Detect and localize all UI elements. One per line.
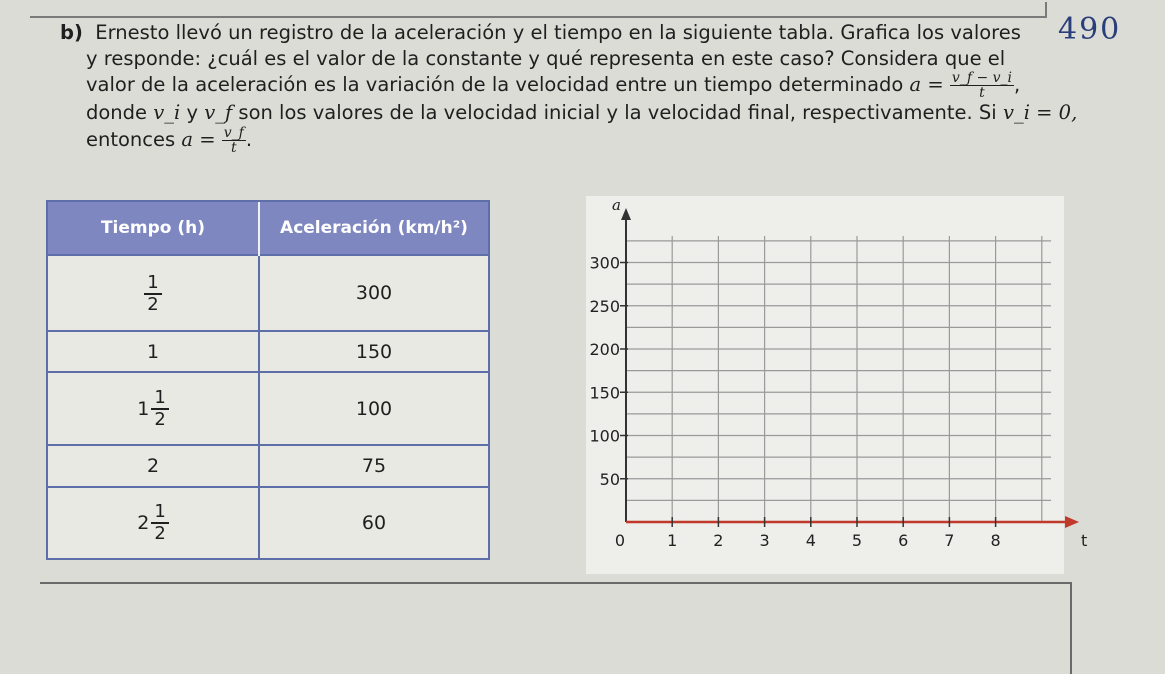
fraction-denominator: 2 xyxy=(147,294,159,316)
fraction-denominator: 2 xyxy=(154,408,166,430)
y-axis-label: a xyxy=(612,196,621,214)
fraction-numerator: 1 xyxy=(151,502,168,524)
line-4-start: donde xyxy=(86,101,148,124)
time-value xyxy=(137,388,169,430)
y-tick-label: 300 xyxy=(589,253,620,273)
table-row xyxy=(48,445,488,486)
x-tick-label: 1 xyxy=(667,531,678,550)
problem-line-2: y responde: ¿cuál es el valor de la constante y qué representa en este caso? Considera que el xyxy=(86,46,1006,70)
acceleration-cell: 150 xyxy=(259,331,488,372)
fraction-denominator: 2 xyxy=(154,522,166,544)
acceleration-cell: 300 xyxy=(259,255,488,331)
formula-2-fraction xyxy=(222,126,246,155)
table-row xyxy=(48,255,488,331)
formula-2-lhs: a = xyxy=(181,127,216,151)
time-cell xyxy=(48,255,259,331)
x-tick-label: 2 xyxy=(713,531,724,550)
x-tick-label: 0 xyxy=(614,531,626,550)
acceleration-time-graph xyxy=(586,196,1088,574)
line-4-end: son los valores de la velocidad inicial y la velocidad final, respectivamente. Si xyxy=(238,101,997,124)
y-tick-label: 50 xyxy=(599,469,620,489)
time-fraction xyxy=(151,502,168,544)
time-whole: 2 xyxy=(137,511,150,534)
handwritten-note: 490 xyxy=(1058,12,1122,47)
time-fraction xyxy=(144,273,161,315)
x-tick-label: 5 xyxy=(851,531,863,550)
time-value xyxy=(144,273,161,315)
fraction-numerator: 1 xyxy=(151,388,168,410)
conjunction-y: y xyxy=(186,101,199,124)
time-cell xyxy=(48,445,259,486)
formula-1-denominator: t xyxy=(979,85,985,101)
header-time: Tiempo (h) xyxy=(48,202,259,255)
top-border-line xyxy=(30,2,1047,18)
y-tick-label: 150 xyxy=(589,383,620,403)
time-value: 1 xyxy=(146,340,160,363)
x-axis-arrow xyxy=(1065,516,1079,528)
time-fraction xyxy=(151,388,168,430)
vi-equals-zero: v_i = 0, xyxy=(1002,101,1078,124)
acceleration-cell: 100 xyxy=(259,372,488,445)
y-tick-label: 100 xyxy=(589,426,620,446)
time-cell xyxy=(48,331,259,372)
problem-line-1: Ernesto llevó un registro de la aceleración y el tiempo en la siguiente tabla. Grafica los valores xyxy=(95,21,1021,44)
x-tick-label: 8 xyxy=(990,531,1001,550)
table-row xyxy=(48,487,488,558)
time-cell xyxy=(48,487,259,558)
acceleration-cell: 60 xyxy=(259,487,488,558)
formula-1-lhs: a = xyxy=(909,73,944,96)
answer-box[interactable] xyxy=(40,582,1072,674)
vi-symbol: v_i xyxy=(153,101,181,124)
problem-label: b) xyxy=(60,21,83,44)
header-acceleration: Aceleración (km/h²) xyxy=(259,202,488,255)
formula-2-denominator: t xyxy=(230,139,237,156)
formula-2-end: . xyxy=(245,127,253,151)
formula-2-numerator: v_f xyxy=(223,124,244,141)
x-tick-label: 3 xyxy=(759,531,770,550)
y-tick-label: 250 xyxy=(589,296,620,316)
time-cell xyxy=(48,372,259,445)
table-row xyxy=(48,372,488,445)
formula-1-fraction xyxy=(950,71,1014,100)
graph-paper xyxy=(586,196,1064,574)
time-whole: 1 xyxy=(137,397,150,420)
x-tick-label: 6 xyxy=(898,531,909,550)
vf-symbol: v_f xyxy=(204,101,233,124)
time-value: 2 xyxy=(146,454,160,477)
fraction-numerator: 1 xyxy=(144,273,161,295)
acceleration-cell: 75 xyxy=(259,445,488,486)
data-table xyxy=(46,200,490,560)
time-value xyxy=(137,502,169,544)
x-tick-label: 4 xyxy=(805,531,816,550)
y-tick-label: 200 xyxy=(589,340,620,359)
x-tick-label: 7 xyxy=(944,531,955,550)
x-axis-label: t xyxy=(1081,531,1088,550)
formula-1-numerator: v_f − v_i xyxy=(951,70,1013,86)
problem-line-3: valor de la aceleración es la variación de la velocidad entre un tiempo determinado xyxy=(86,73,904,96)
line-5-start: entonces xyxy=(86,127,176,151)
problem-statement: b) Ernesto llevó un registro de la aceleración y el tiempo en la siguiente tabla. Grafica los valores y responde: ¿cuál es el valor de la constante y qué representa en este caso? Considera que el valor de la aceleración es la variación de la velocidad entre un tiempo determinado a = $\frac{v\_f - v\_i}{t}$ , donde v_i y v_f son los valores de la velocidad inicial y la velocidad final, respectivamente. Si v_i = 0, entonces a = $\frac{v\_f}{t}$ . xyxy=(60,21,1078,156)
table-row xyxy=(48,331,488,372)
